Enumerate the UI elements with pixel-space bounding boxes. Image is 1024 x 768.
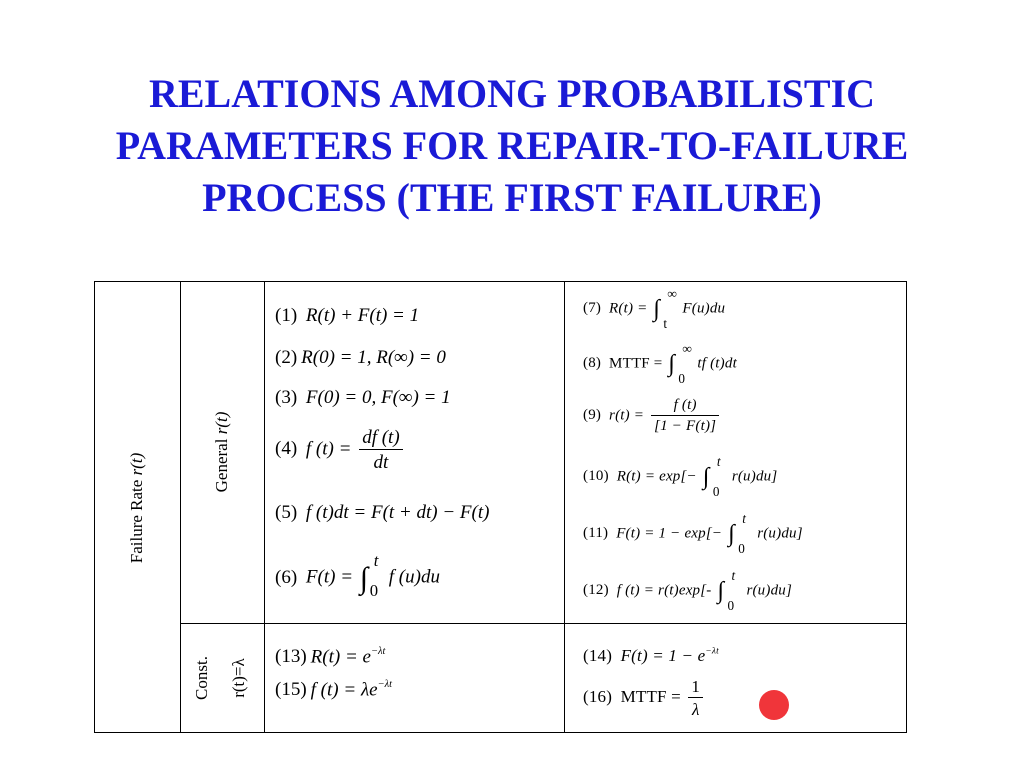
integral-sign: ∫ t 0 [702, 454, 721, 499]
equation-14: (14) $F(t) = 1 - e^{-\lambda t}$ [583, 646, 719, 665]
table-divider [264, 282, 265, 732]
equation-12: (12) f (t) = r(t)exp[- ∫ t 0 r(u)du] [583, 568, 793, 613]
integral-sign: ∫ ∞ t [653, 286, 678, 331]
integral-sign: ∫ t 0 [728, 511, 747, 556]
table-divider [180, 282, 181, 732]
equation-2: (2) R(0) = 1, R(∞) = 0 [275, 347, 446, 368]
equation-16: (16) MTTF = $\frac{1}{\lambda}$ [583, 678, 706, 718]
title-line-1: RELATIONS AMONG PROBABILISTIC [148, 71, 876, 116]
integral-sign: ∫ t 0 [359, 551, 379, 600]
table-divider [180, 623, 906, 624]
equation-10: (10) R(t) = exp[− ∫ t 0 r(u)du] [583, 454, 778, 499]
red-dot-marker [759, 690, 789, 720]
const-header: Const. [192, 656, 211, 700]
equation-13: (13) $R(t) = e^{-\lambda t}$ [275, 646, 386, 668]
title-line-3: PROCESS (THE FIRST FAILURE) [202, 175, 822, 220]
equation-8: (8) MTTF = ∫ ∞ 0 tf (t)dt [583, 341, 737, 386]
equation-4: (4) f (t) = $\frac{df (t)}{dt}$ [275, 428, 406, 472]
equation-6: (6) F(t) = ∫ t 0 f (u)du [275, 551, 440, 600]
equation-7: (7) R(t) = ∫ ∞ t F(u)du [583, 286, 726, 331]
table-divider [564, 282, 565, 732]
const-rate-header: r(t)=λ [229, 658, 248, 698]
failure-rate-header: Failure Rate r(t) [127, 452, 146, 564]
equation-1: (1) R(t) + F(t) = 1 [275, 305, 420, 326]
equation-3: (3) F(0) = 0, F(∞) = 1 [275, 387, 451, 408]
integral-sign: ∫ t 0 [717, 568, 736, 613]
general-header: General r(t) [212, 411, 231, 493]
equation-15: (15) f $(t) = \lambda e^{-\lambda t}$ [275, 679, 393, 701]
equation-11: (11) F(t) = 1 − exp[− ∫ t 0 r(u)du] [583, 511, 803, 556]
relations-table [94, 281, 907, 733]
equation-5: (5) f (t)dt = F(t + dt) − F(t) [275, 502, 490, 523]
equation-9: (9) r(t) = $\frac{f (t)}{[1 - F(t)]}$ [583, 398, 722, 434]
integral-sign: ∫ ∞ 0 [668, 341, 693, 386]
page-title [0, 68, 1024, 224]
title-line-2: PARAMETERS FOR REPAIR-TO-FAILURE [115, 123, 909, 168]
